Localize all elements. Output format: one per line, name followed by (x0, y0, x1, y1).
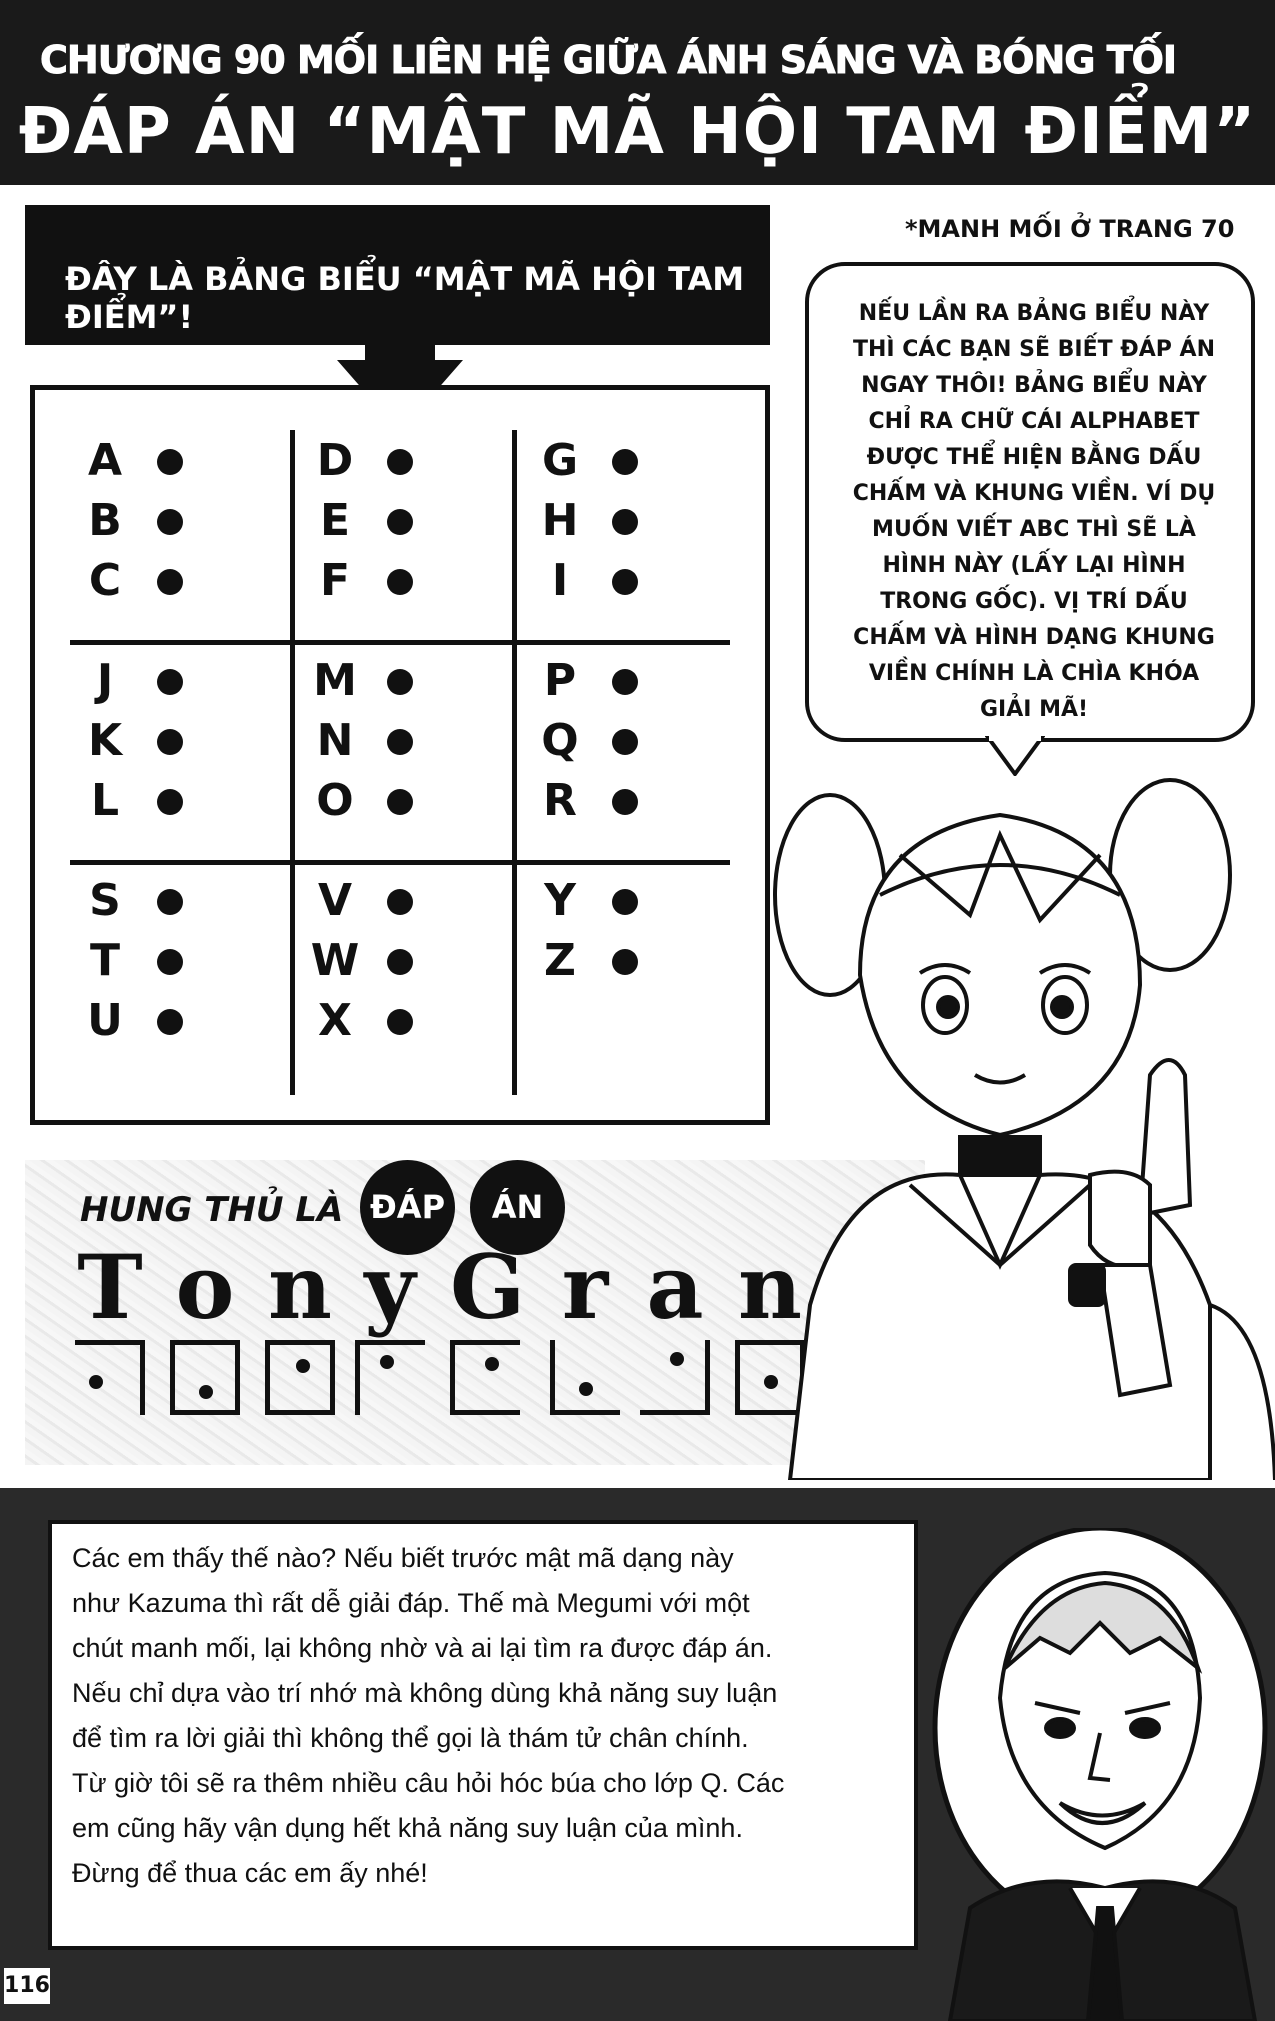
cipher-letter: F (319, 555, 351, 606)
chapter-header (0, 0, 1275, 185)
cipher-dot (387, 789, 413, 815)
grid-line-vertical-2 (512, 430, 517, 1095)
closing-line: Từ giờ tôi sẽ ra thêm nhiều câu hỏi hóc búa cho lớp Q. Các (72, 1768, 785, 1798)
cipher-dot (612, 509, 638, 535)
closing-text-box (48, 1520, 918, 1950)
cipher-dot (612, 889, 638, 915)
answer-badge-1: ĐÁP (360, 1160, 455, 1255)
cipher-dot (157, 1009, 183, 1035)
name-letter: o (175, 1235, 235, 1339)
name-letter: y (364, 1235, 416, 1339)
name-letter: G (450, 1235, 526, 1339)
closing-line: em cũng hãy vận dụng hết khả năng suy luận của mình. (72, 1813, 743, 1843)
closing-line: chút manh mối, lại không nhờ và ai lại tìm ra được đáp án. (72, 1633, 773, 1663)
pigpen-symbol (170, 1340, 240, 1415)
bubble-line: NẾU LẦN RA BẢNG BIỂU NÀY (858, 301, 1210, 326)
closing-line: để tìm ra lời giải thì không thể gọi là thám tử chân chính. (72, 1723, 749, 1753)
cipher-letter: Y (544, 875, 576, 926)
page-headline: ĐÁP ÁN “MẬT MÃ HỘI TAM ĐIỂM” (18, 95, 1257, 169)
bubble-line: HÌNH NÀY (LẤY LẠI HÌNH (882, 553, 1186, 578)
cipher-dot (612, 449, 638, 475)
cipher-letter: V (317, 875, 353, 926)
bubble-line: CHẤM VÀ KHUNG VIỀN. VÍ DỤ (852, 481, 1216, 506)
grid-line-horizontal-1 (70, 640, 730, 645)
cipher-letter: W (310, 935, 360, 986)
bubble-line: NGAY THÔI! BẢNG BIỂU NÀY (861, 373, 1207, 398)
name-letter: n (738, 1235, 802, 1339)
grid-line-vertical-1 (290, 430, 295, 1095)
pigpen-symbol (550, 1340, 620, 1415)
cipher-dot (612, 729, 638, 755)
bubble-line: MUỐN VIẾT ABC THÌ SẼ LÀ (872, 517, 1196, 542)
cipher-dot (157, 729, 183, 755)
speech-bubble-text (834, 296, 1234, 728)
page-number: 116 (4, 1968, 50, 2004)
closing-line: Các em thấy thế nào? Nếu biết trước mật mã dạng này (72, 1543, 734, 1573)
cipher-dot (612, 569, 638, 595)
closing-panel (0, 1488, 1275, 2021)
grid-line-horizontal-2 (70, 860, 730, 865)
cipher-letter: I (551, 555, 569, 606)
bubble-line: GIẢI MÃ! (979, 697, 1089, 722)
bubble-line: VIỀN CHÍNH LÀ CHÌA KHÓA (868, 661, 1200, 686)
answer-badge-2: ÁN (470, 1160, 565, 1255)
closing-line: Đừng để thua các em ấy nhé! (72, 1858, 428, 1888)
cipher-dot (387, 509, 413, 535)
cipher-letter: C (88, 555, 122, 606)
cipher-dot (157, 889, 183, 915)
pigpen-symbol (640, 1340, 710, 1415)
girl-character-illustration (770, 745, 1275, 1480)
bubble-line: TRONG GỐC). VỊ TRÍ DẤU (880, 589, 1188, 614)
pigpen-symbol (355, 1340, 425, 1415)
cipher-dot (387, 729, 413, 755)
bubble-line: ĐƯỢC THỂ HIỆN BẰNG DẤU (866, 445, 1202, 470)
cipher-dot (157, 509, 183, 535)
cipher-letter: O (316, 775, 354, 826)
cipher-letter: R (543, 775, 577, 826)
speech-bubble (805, 262, 1255, 742)
cipher-letter: T (89, 935, 120, 986)
name-letter: a (646, 1235, 704, 1339)
cipher-letter: J (96, 655, 114, 706)
cipher-letter: A (87, 435, 123, 486)
cipher-dot (387, 449, 413, 475)
cipher-letter: D (316, 435, 354, 486)
cipher-dot (157, 449, 183, 475)
name-letter: T (77, 1235, 143, 1339)
cipher-letter: H (541, 495, 579, 546)
cipher-dot (612, 949, 638, 975)
pigpen-symbol (450, 1340, 520, 1415)
cipher-dot (387, 1009, 413, 1035)
teacher-character-illustration (930, 1528, 1270, 2021)
name-letter: r (561, 1235, 609, 1339)
clue-note: *MANH MỐI Ở TRANG 70 (905, 215, 1235, 243)
closing-line: Nếu chỉ dựa vào trí nhớ mà không dùng khả năng suy luận (72, 1678, 778, 1708)
bubble-line: CHỈ RA CHỮ CÁI ALPHABET (868, 409, 1200, 434)
cipher-letter: X (318, 995, 352, 1046)
culprit-label: HUNG THỦ LÀ (80, 1190, 344, 1230)
cipher-letter: N (316, 715, 354, 766)
cipher-letter: G (541, 435, 579, 486)
cipher-letter: Z (544, 935, 576, 986)
cipher-dot (387, 949, 413, 975)
cipher-dot (157, 789, 183, 815)
cipher-letter: B (88, 495, 122, 546)
pigpen-symbol (265, 1340, 335, 1415)
cipher-dot (387, 569, 413, 595)
chapter-title: CHƯƠNG 90 MỐI LIÊN HỆ GIỮA ÁNH SÁNG VÀ BÓNG TỐI (40, 38, 1177, 82)
cipher-letter: M (313, 655, 357, 706)
cipher-dot (387, 669, 413, 695)
cipher-dot (612, 789, 638, 815)
cipher-letter: S (89, 875, 121, 926)
cipher-dot (157, 949, 183, 975)
cipher-letter: P (543, 655, 577, 706)
name-letter: n (268, 1235, 332, 1339)
cipher-dot (157, 669, 183, 695)
bubble-line: CHẤM VÀ HÌNH DẠNG KHUNG (853, 625, 1215, 650)
cipher-letter: E (319, 495, 351, 546)
intro-tag-text: ĐÂY LÀ BẢNG BIỂU “MẬT MÃ HỘI TAM ĐIỂM”! (65, 260, 745, 336)
cipher-dot (387, 889, 413, 915)
bubble-line: THÌ CÁC BẠN SẼ BIẾT ĐÁP ÁN (853, 337, 1215, 362)
cipher-letter: K (87, 715, 123, 766)
cipher-letter: L (90, 775, 120, 826)
intro-tag (25, 205, 770, 345)
cipher-dot (157, 569, 183, 595)
closing-line: như Kazuma thì rất dễ giải đáp. Thế mà Megumi với một (72, 1588, 750, 1618)
pigpen-symbol (75, 1340, 145, 1415)
cipher-letter: U (87, 995, 123, 1046)
cipher-dot (612, 669, 638, 695)
closing-text (72, 1536, 902, 1896)
cipher-letter: Q (541, 715, 579, 766)
